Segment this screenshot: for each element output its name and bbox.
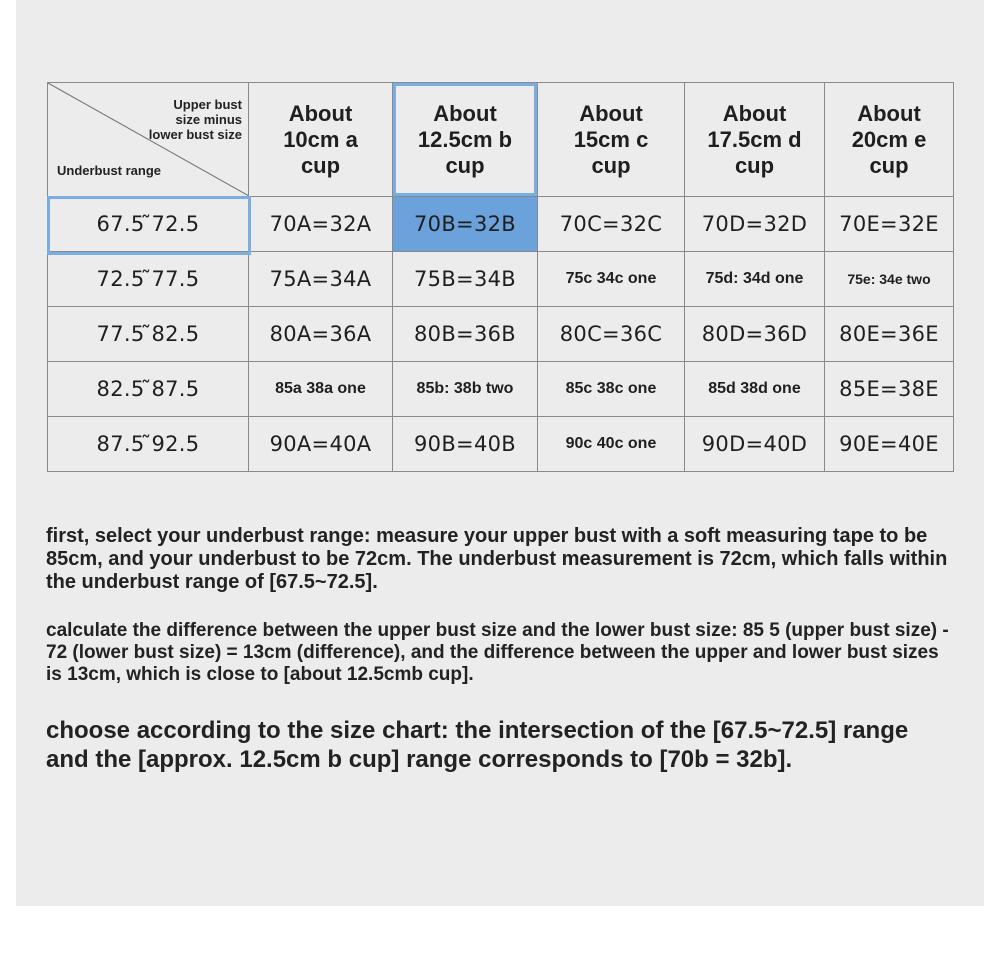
table-row xyxy=(48,307,954,362)
instruction-step-2 xyxy=(46,619,956,686)
column-header-line: About xyxy=(433,100,497,126)
column-header-line: 15cm c xyxy=(573,126,649,152)
column-header-line: About xyxy=(722,100,787,126)
size-cell: 90B=40B xyxy=(393,417,538,472)
size-cell: 90A=40A xyxy=(249,417,393,472)
column-header-line: 20cm e xyxy=(851,126,927,152)
instruction-text: first, select your underbust range: measure your upper bust with a soft measuring tape to be 85cm, and your underbust to be 72cm. The underbust measurement is 72cm, which falls within the underbust range of [67.5~72.5]. xyxy=(46,525,948,593)
size-cell: 90D=40D xyxy=(685,417,825,472)
corner-top-line: lower bust size xyxy=(148,127,242,142)
corner-top-line: Upper bust xyxy=(173,97,242,112)
column-header-line: cup xyxy=(734,152,775,178)
corner-cell xyxy=(48,83,249,197)
column-header-line: About xyxy=(857,100,921,126)
column-header-line: cup xyxy=(591,152,631,178)
column-header-line: 10cm a xyxy=(283,126,358,152)
size-cell: 70E=32E xyxy=(825,197,954,252)
column-header xyxy=(685,83,825,197)
instruction-text: choose according to the size chart: the intersection of the [67.5~72.5] range and the [approx. 12.5cm b cup] range corresponds to [70b = 32b]. xyxy=(46,717,909,773)
table-row xyxy=(48,362,954,417)
size-chart-table xyxy=(47,82,954,472)
column-header-line: cup xyxy=(300,152,341,178)
table-row xyxy=(48,197,954,252)
column-header-line: cup xyxy=(869,152,909,178)
range-cell: 72.5 ̃77.5 xyxy=(48,252,249,307)
instruction-step-1 xyxy=(46,524,956,594)
range-cell: 87.5 ̃92.5 xyxy=(48,417,249,472)
size-cell: 80D=36D xyxy=(685,307,825,362)
column-header-line: About xyxy=(579,100,643,126)
range-cell: 77.5 ̃82.5 xyxy=(48,307,249,362)
size-cell: 85c 38c one xyxy=(538,362,685,417)
size-cell: 75c 34c one xyxy=(538,252,685,307)
column-header-line: cup xyxy=(445,152,485,178)
size-cell: 85E=38E xyxy=(825,362,954,417)
column-header-line: About xyxy=(288,100,353,126)
size-cell: 70C=32C xyxy=(538,197,685,252)
size-cell: 85d 38d one xyxy=(685,362,825,417)
range-cell: 82.5 ̃87.5 xyxy=(48,362,249,417)
column-header xyxy=(825,83,954,197)
corner-bottom-label: Underbust range xyxy=(57,163,162,178)
size-cell: 80E=36E xyxy=(825,307,954,362)
size-cell: 70D=32D xyxy=(685,197,825,252)
size-cell-highlighted: 70B=32B xyxy=(393,197,538,252)
size-cell: 75A=34A xyxy=(249,252,393,307)
range-cell: 67.5 ̃72.5 xyxy=(48,197,249,252)
size-cell: 75e: 34e two xyxy=(825,252,954,307)
size-cell: 85a 38a one xyxy=(249,362,393,417)
instruction-step-3 xyxy=(46,716,956,774)
table-row xyxy=(48,417,954,472)
size-cell: 80C=36C xyxy=(538,307,685,362)
size-cell: 90E=40E xyxy=(825,417,954,472)
size-cell: 90c 40c one xyxy=(538,417,685,472)
size-cell: 75B=34B xyxy=(393,252,538,307)
column-header-line: 12.5cm b xyxy=(417,126,513,152)
size-cell: 75d: 34d one xyxy=(685,252,825,307)
column-header xyxy=(538,83,685,197)
size-cell: 80A=36A xyxy=(249,307,393,362)
corner-top-label xyxy=(149,97,242,142)
column-header-line: 17.5cm d xyxy=(707,126,802,152)
column-header-highlighted xyxy=(393,83,538,197)
header-row xyxy=(48,83,954,197)
instruction-text: calculate the difference between the upper bust size and the lower bust size: 85 5 (upper bust size) - 72 (lower bust size) = 13cm (difference), and the difference between the upper and lower bust sizes is 13cm, which is close to [about 12.5cmb cup]. xyxy=(46,620,949,685)
size-cell: 85b: 38b two xyxy=(393,362,538,417)
table-row xyxy=(48,252,954,307)
size-cell: 70A=32A xyxy=(249,197,393,252)
corner-top-line: size minus xyxy=(175,112,242,127)
column-header xyxy=(249,83,393,197)
size-cell: 80B=36B xyxy=(393,307,538,362)
